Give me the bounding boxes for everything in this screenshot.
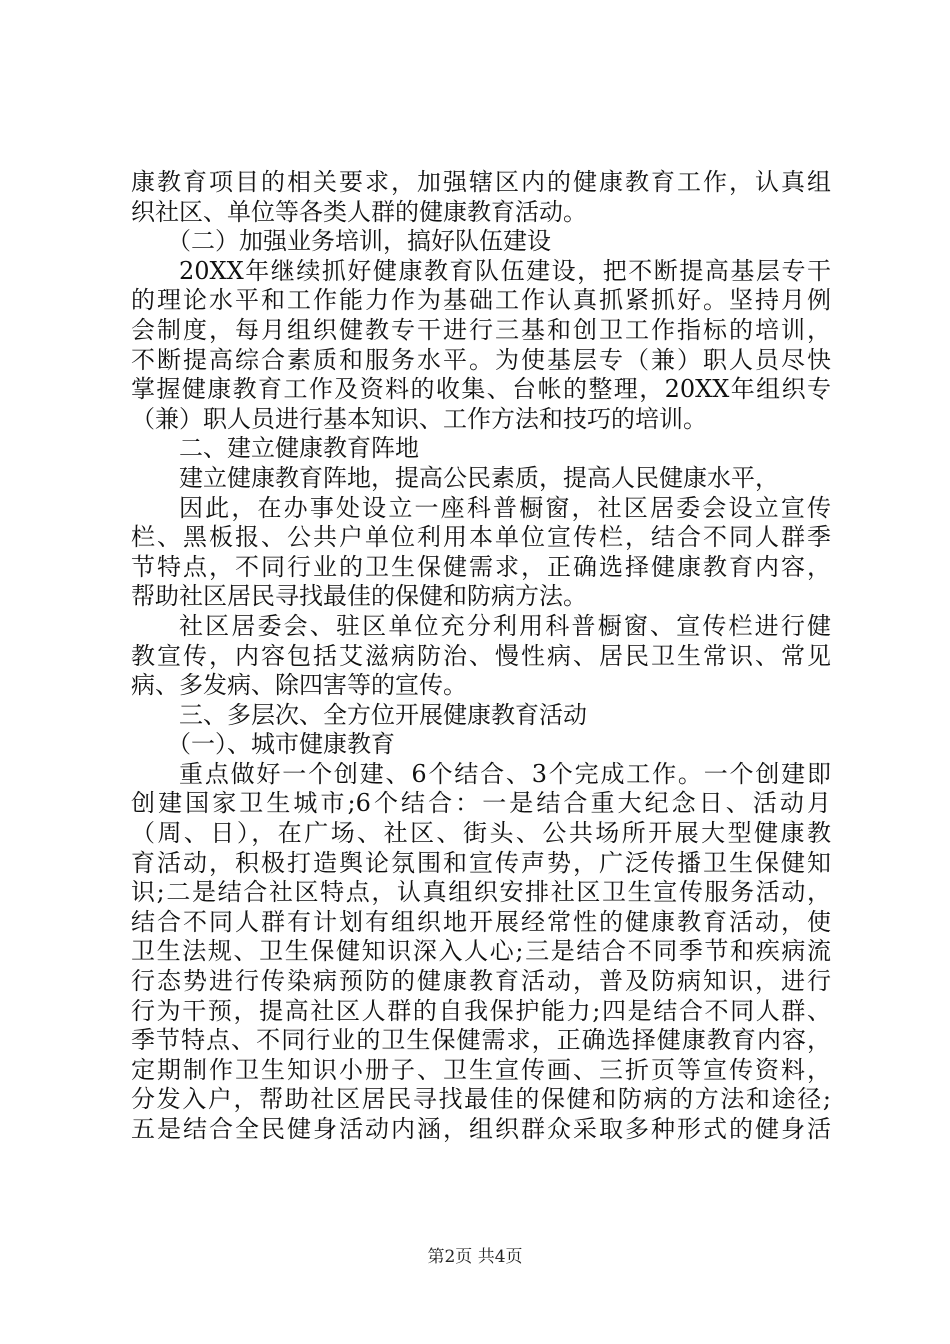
text-line: 结合不同人群有计划有组织地开展经常性的健康教育活动，使 xyxy=(131,907,831,936)
text-line: 织社区、单位等各类人群的健康教育活动。 xyxy=(131,197,587,226)
text-line: 重点做好一个创建、6个结合、3个完成工作。一个创建即 xyxy=(179,759,831,788)
text-line: （一）、城市健康教育 xyxy=(167,730,395,759)
text-line: 育活动，积极打造舆论氛围和宣传声势，广泛传播卫生保健知 xyxy=(131,848,831,877)
text-line: 识;二是结合社区特点，认真组织安排社区卫生宣传服务活动， xyxy=(131,878,831,907)
text-line: 栏、黑板报、公共户单位利用本单位宣传栏，结合不同人群季 xyxy=(131,523,831,552)
text-line: 建立健康教育阵地，提高公民素质，提高人民健康水平， xyxy=(179,463,779,492)
text-line: 行为干预，提高社区人群的自我保护能力;四是结合不同人群、 xyxy=(131,996,831,1025)
text-line: 的理论水平和工作能力作为基础工作认真抓紧抓好。坚持月例 xyxy=(131,286,831,315)
text-line: 分发入户，帮助社区居民寻找最佳的保健和防病的方法和途径; xyxy=(131,1085,831,1114)
text-line: 定期制作卫生知识小册子、卫生宣传画、三折页等宣传资料， xyxy=(131,1055,831,1084)
text-line: 病、多发病、除四害等的宣传。 xyxy=(131,671,467,700)
text-line: 帮助社区居民寻找最佳的保健和防病方法。 xyxy=(131,582,587,611)
text-line: 二、建立健康教育阵地 xyxy=(179,434,419,463)
text-line: 季节特点、不同行业的卫生保健需求，正确选择健康教育内容， xyxy=(131,1026,831,1055)
text-line: 会制度，每月组织健教专干进行三基和创卫工作指标的培训， xyxy=(131,315,831,344)
text-line: 社区居委会、驻区单位充分利用科普橱窗、宣传栏进行健 xyxy=(179,611,831,640)
text-line: 节特点，不同行业的卫生保健需求，正确选择健康教育内容， xyxy=(131,552,831,581)
text-line: 因此，在办事处设立一座科普橱窗，社区居委会设立宣传 xyxy=(179,493,831,522)
text-line: 五是结合全民健身活动内涵，组织群众采取多种形式的健身活 xyxy=(131,1115,831,1143)
text-line: 20XX年继续抓好健康教育队伍建设，把不断提高基层专干 xyxy=(179,256,831,285)
text-line: 行态势进行传染病预防的健康教育活动，普及防病知识，进行 xyxy=(131,967,831,996)
text-line: 三、多层次、全方位开展健康教育活动 xyxy=(179,700,587,729)
page-footer: 第2页 共4页 xyxy=(427,1247,523,1267)
text-line: （二）加强业务培训，搞好队伍建设 xyxy=(167,227,551,256)
text-line: 创建国家卫生城市;6个结合：一是结合重大纪念日、活动月 xyxy=(131,789,831,818)
text-line: 卫生法规、卫生保健知识深入人心;三是结合不同季节和疾病流 xyxy=(131,937,831,966)
text-line: 康教育项目的相关要求，加强辖区内的健康教育工作，认真组 xyxy=(131,168,831,196)
text-line: （周、日），在广场、社区、街头、公共场所开展大型健康教 xyxy=(131,819,831,848)
text-line: 教宣传，内容包括艾滋病防治、慢性病、居民卫生常识、常见 xyxy=(131,641,831,670)
text-line: 不断提高综合素质和服务水平。为使基层专（兼）职人员尽快 xyxy=(131,345,831,374)
text-line: （兼）职人员进行基本知识、工作方法和技巧的培训。 xyxy=(131,404,707,433)
text-line: 掌握健康教育工作及资料的收集、台帐的整理，20XX年组织专 xyxy=(131,375,831,404)
document-body xyxy=(131,168,831,1145)
